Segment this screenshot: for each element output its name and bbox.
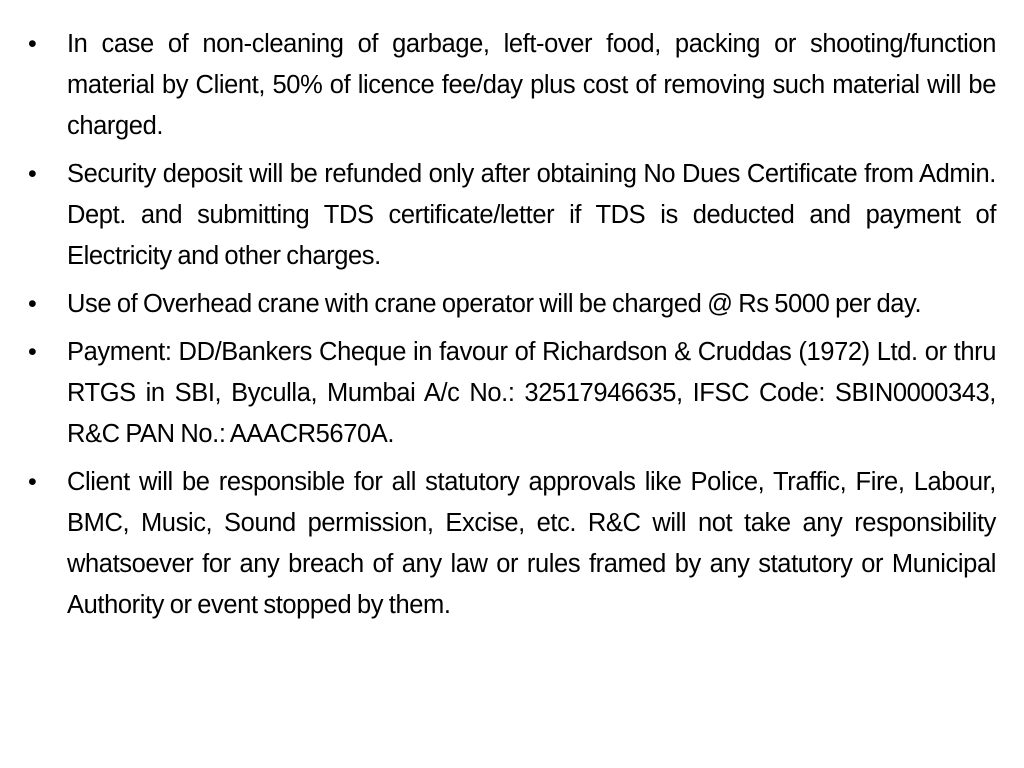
bullet-marker: • [28,30,37,58]
bullet-text: Use of Overhead crane with crane operator will be charged @ Rs 5000 per day. [67,290,922,318]
bullet-text: Security deposit will be refunded only after obtaining No Dues Certificate from Admin. Dept. and submitting TDS certificate/letter if TDS is deducted and payment of Electricity and other charges. [67,160,996,270]
bullet-item-statutory-approvals [28,462,996,626]
bullet-marker: • [28,160,37,188]
bullet-marker: • [28,468,37,496]
bullet-list [28,24,996,626]
bullet-item-overhead-crane [28,284,996,325]
bullet-text: Payment: DD/Bankers Cheque in favour of Richardson & Cruddas (1972) Ltd. or thru RTGS in SBI, Byculla, Mumbai A/c No.: 32517946635, IFSC Code: SBIN0000343, R&C PAN No.: AAACR5670A. [67,338,996,448]
bullet-item-garbage-charges [28,24,996,147]
bullet-item-security-deposit [28,154,996,277]
bullet-text: Client will be responsible for all statutory approvals like Police, Traffic, Fire, Labour, BMC, Music, Sound permission, Excise, etc. R&C will not take any responsibility whatsoever for any breach of any law or rules framed by any statutory or Municipal Authority or event stopped by them. [67,468,996,619]
bullet-item-payment-details [28,332,996,455]
bullet-marker: • [28,338,37,366]
bullet-marker: • [28,290,37,318]
bullet-text: In case of non-cleaning of garbage, left-over food, packing or shooting/function material by Client, 50% of licence fee/day plus cost of removing such material will be charged. [67,30,996,140]
